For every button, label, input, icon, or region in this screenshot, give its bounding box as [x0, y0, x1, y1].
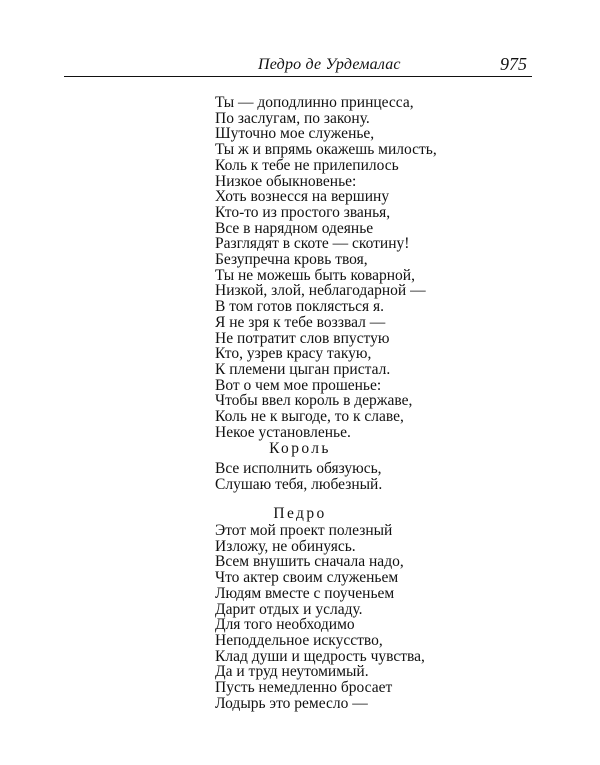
verse-line: Низкой, злой, неблагодарной — — [215, 282, 426, 300]
verse-line: Да и труд неутомимый. — [215, 663, 369, 681]
verse-line: Коль не к выгоде, то к славе, — [215, 408, 404, 425]
verse-line: Дарит отдых и усладу. — [215, 600, 363, 618]
verse-line: Не потратит слов впустую — [215, 329, 390, 347]
verse-line: Кто-то из простого званья, — [215, 203, 391, 221]
speaker-king: Король — [269, 440, 331, 457]
verse-line: Чтобы ввел король в державе, — [215, 392, 413, 410]
verse-line: К племени цыган пристал. — [215, 360, 391, 378]
verse-line: Хоть вознесся на вершину — [215, 188, 390, 206]
verse-line: Что актер своим служеньем — [215, 569, 399, 587]
verse-line: Для того необходимо — [215, 616, 355, 634]
speaker-pedro: Педро — [273, 505, 327, 522]
verse-line: Слушаю тебя, любезный. — [215, 476, 383, 493]
verse-line: Ты ж и впрямь окажешь милость, — [215, 141, 437, 159]
verse-line: Этот мой проект полезный — [215, 522, 393, 539]
verse-line: Изложу, не обинуясь. — [215, 537, 356, 555]
verse-line: Ты — доподлинно принцесса, — [215, 94, 414, 111]
verse-line: Я не зря к тебе воззвал — — [215, 313, 386, 331]
verse-line: Шуточно мое служенье, — [215, 125, 375, 143]
verse-line: Все в нарядном одеянье — [215, 219, 374, 237]
verse-line: Все исполнить обязуюсь, — [215, 460, 382, 477]
verse-line: Ты не можешь быть коварной, — [215, 266, 415, 284]
verse-line: Коль к тебе не прилепилось — [215, 156, 399, 174]
verse-line: Всем внушить сначала надо, — [215, 553, 404, 571]
verse-line: Лодырь это ремесло — — [215, 694, 368, 712]
verse-line: Разглядят в скоте — скотину! — [215, 235, 410, 253]
verse-line: Некое установленье. — [215, 423, 351, 441]
verse-line: Людям вместе с поученьем — [215, 584, 395, 602]
running-title: Педро де Урдемалас — [258, 56, 401, 73]
verse-line: Низкое обыкновенье: — [215, 172, 357, 190]
verse-line: Вот о чем мое прошенье: — [215, 376, 382, 394]
verse-line: Клад души и щедрость чувства, — [215, 647, 425, 665]
page-number: 975 — [500, 54, 527, 74]
verse-line: Кто, узрев красу такую, — [215, 345, 372, 363]
verse-line: По заслугам, по закону. — [215, 109, 370, 127]
verse-line: Неподдельное искусство, — [215, 631, 383, 649]
verse-line: Безупречна кровь твоя, — [215, 251, 368, 268]
verse-line: Пусть немедленно бросает — [215, 679, 393, 696]
verse-line: В том готов поклясться я. — [215, 298, 385, 316]
